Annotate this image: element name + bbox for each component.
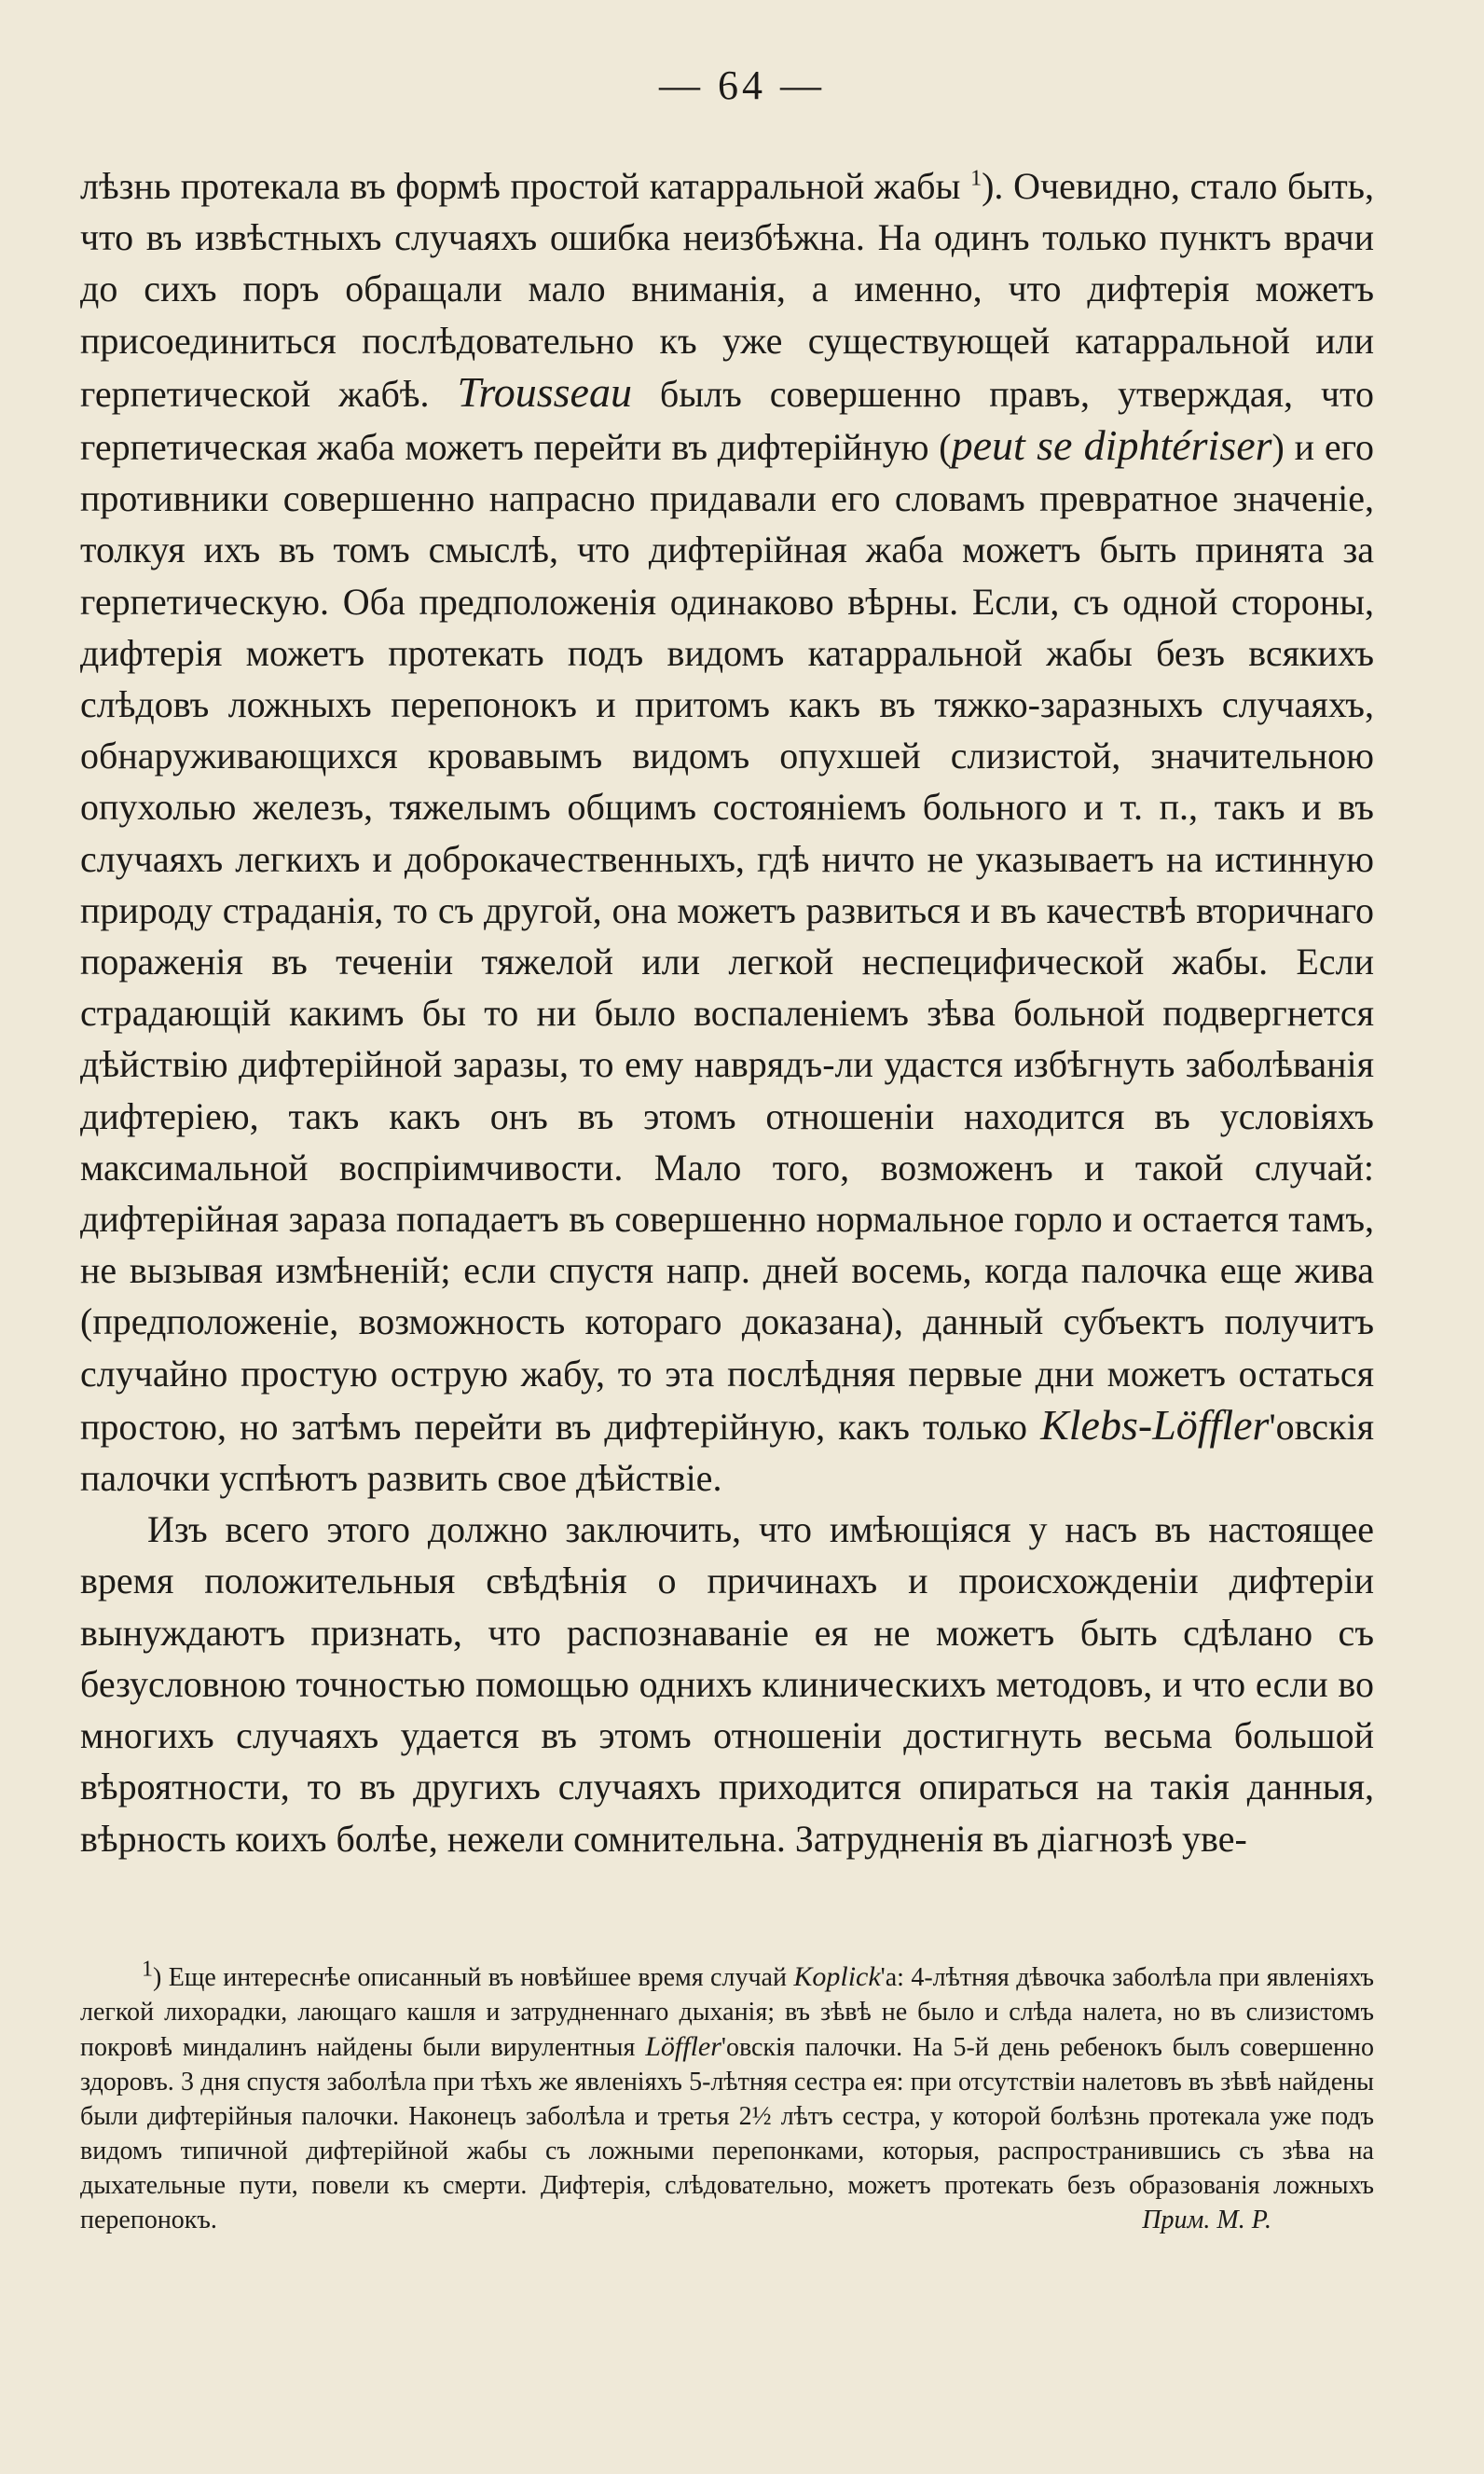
footnote-text: ) Еще интереснѣе описанный въ новѣйшее время случай [153, 1963, 794, 1992]
paragraph-text: ) и его противники совершенно напрасно придавали его словамъ превратное значеніе, толкуя ихъ въ томъ смыслѣ, что дифтерійная жаба можетъ быть принята за герпетическую. Оба предположенія одинаково вѣрны. Если, съ одной стороны, дифтерія можетъ протекать подъ видомъ катарральной жабы безъ всякихъ слѣдовъ ложныхъ перепонокъ и притомъ какъ въ тяжко-заразныхъ случаяхъ, обнаруживающихся кровавымъ видомъ опухшей слизистой, значительною опухолью железъ, тяжелымъ общимъ состояніемъ больного и т. п., такъ и въ случаяхъ легкихъ и доброкачественныхъ, гдѣ ничто не указываетъ на истинную природу страданія, то съ другой, она можетъ развиться и въ качествѣ вторичнаго пораженія въ теченіи тяжелой или легкой неспецифической жабы. Если страдающій какимъ бы то ни было воспаленіемъ зѣва больной подвергнется дѣйствію дифтерійной заразы, то ему наврядъ-ли удастся избѣгнуть заболѣванія дифтеріею, такъ какъ онъ въ этомъ отношеніи находится въ условіяхъ максимальной воспріимчивости. Мало того, возможенъ и такой случай: дифтерійная зараза попадаетъ въ совершенно нормальное горло и остается тамъ, не вызывая измѣненій; если спустя напр. дней восемь, когда палочка еще жива (предположеніе, возможность котораго доказана), данный субъектъ получитъ случайно простую острую жабу, то эта послѣдняя первые дни можетъ остаться простою, но затѣмъ перейти въ дифтерійную, какъ только [80, 426, 1374, 1448]
author-name-loeffler: Löffler [645, 2031, 721, 2062]
footnote-number: 1 [142, 1957, 153, 1982]
author-name-koplick: Koplick [793, 1961, 881, 1992]
footnote [80, 1959, 1374, 2237]
paragraph-text: Изъ всего этого должно заключить, что имѣющіяся у насъ въ настоящее время положительныя свѣдѣнія о причинахъ и происхожденіи дифтеріи вынуждаютъ признать, что распознаваніе ея не можетъ быть сдѣлано съ безусловною точностью помощью однихъ клиническихъ методовъ, и что если во многихъ случаяхъ удается въ этомъ отношеніи достигнуть весьма большой вѣроятности, то въ другихъ случаяхъ приходится опираться на такія данныя, вѣрность коихъ болѣе, нежели сомнительна. Затрудненія въ діагнозѣ уве- [80, 1508, 1374, 1860]
footnote-signature: Прим. М. Р. [1142, 2206, 1271, 2234]
main-text [80, 160, 1374, 1864]
paragraph-text: лѣзнь протекала въ формѣ простой катарральной жабы [80, 165, 971, 207]
author-name-trousseau: Trousseau [457, 367, 632, 416]
paragraph-text: 'овскія палочки успѣютъ развить свое дѣйствіе. [80, 1405, 1374, 1500]
paragraph-text: ). Очевидно, стало быть, что въ извѣстныхъ случаяхъ ошибка неизбѣжна. На одинъ только пунктъ врачи до сихъ поръ обращали мало вниманія, а именно, что дифтерія можетъ присоединиться послѣдовательно къ уже существующей катарральной или герпетической жабѣ. [80, 165, 1374, 415]
paragraph-text: былъ совершенно правъ, утверждая, что герпетическая жаба можетъ перейти въ дифтерійную ( [80, 372, 1374, 469]
footnote-text: 'а: 4-лѣтняя дѣвочка заболѣла при явленіяхъ легкой лихорадки, лающаго кашля и затрудненнаго дыханія; въ зѣвѣ не было и слѣда налета, но въ слизистомъ покровѣ миндалинъ найдены были вирулентныя [80, 1963, 1374, 2062]
paragraph-2 [80, 1504, 1374, 1863]
footnote-marker: 1 [970, 166, 982, 191]
footnote-text: 'овскія палочки. На 5-й день ребенокъ былъ совершенно здоровъ. 3 дня спустя заболѣла при тѣхъ же явленіяхъ 5-лѣтняя сестра ея: при отсутствіи налетовъ въ зѣвѣ найдены были дифтерійныя палочки. Наконецъ заболѣла и третья 2½ лѣтъ сестра, у которой болѣзнь протекала уже подъ видомъ типичной дифтерійной жабы съ ложными перепонками, которыя, распространившись съ зѣва на дыхательные пути, повели къ смерти. Дифтерія, слѣдовательно, можетъ протекать безъ образованія ложныхъ перепонокъ. [80, 2033, 1374, 2234]
page-number: — 64 — [659, 62, 825, 108]
french-quote: peut se diphtériser [951, 421, 1272, 470]
author-name-klebs-loeffler: Klebs-Löffler [1040, 1400, 1270, 1449]
paragraph-1 [80, 160, 1374, 1504]
